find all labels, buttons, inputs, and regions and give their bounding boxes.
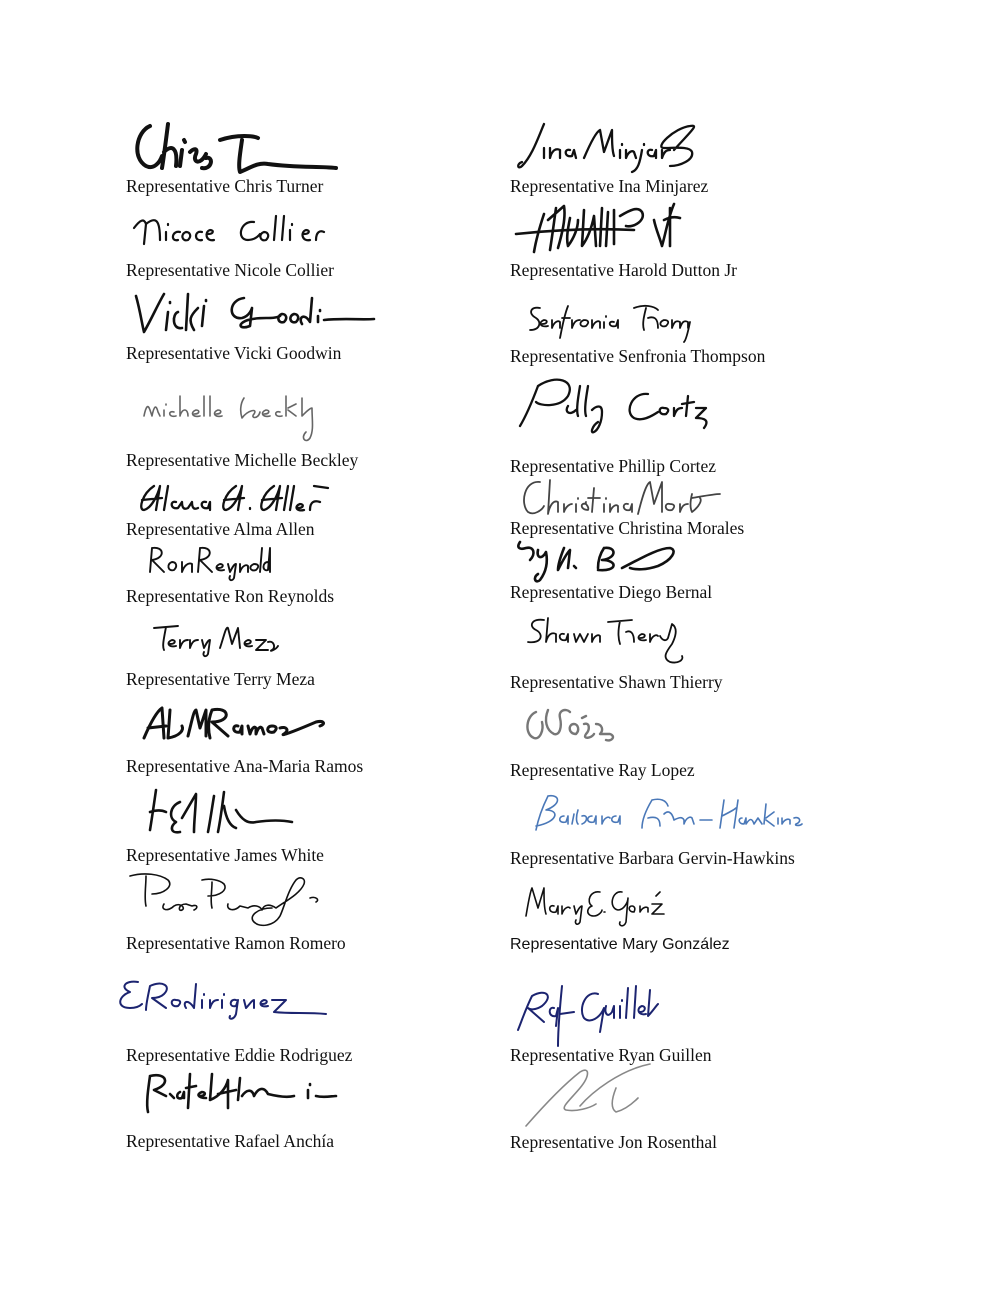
signature-ray-lopez bbox=[520, 700, 630, 752]
signatory-name: Representative Ray Lopez bbox=[510, 760, 695, 780]
signature-michelle-beckley bbox=[140, 386, 330, 446]
signature-harold-dutton-jr bbox=[514, 198, 694, 262]
signature-ryan-guillen bbox=[512, 978, 662, 1050]
signatory-name: Representative James White bbox=[126, 845, 324, 865]
signature-rafael-anchia bbox=[136, 1068, 346, 1122]
signatory-name: Representative Phillip Cortez bbox=[510, 456, 717, 476]
signatory-name: Representative Jon Rosenthal bbox=[510, 1132, 718, 1152]
signature-ron-reynolds bbox=[144, 542, 274, 584]
signature-ramon-romero bbox=[124, 864, 324, 934]
signature-alma-allen bbox=[134, 480, 334, 520]
signatory-name: Representative Ryan Guillen bbox=[510, 1045, 712, 1065]
signature-phillip-cortez bbox=[516, 372, 716, 444]
signature-shawn-thierry bbox=[522, 610, 692, 670]
signatory-name: Representative Eddie Rodriguez bbox=[126, 1045, 353, 1065]
signatory-name: Representative Nicole Collier bbox=[126, 260, 334, 280]
signatory-name: Representative Senfronia Thompson bbox=[510, 346, 766, 366]
signature-vicki-goodwin bbox=[132, 290, 382, 340]
signatory-name: Representative Rafael Anchía bbox=[126, 1131, 334, 1151]
signatory-name: Representative Vicki Goodwin bbox=[126, 343, 342, 363]
signatory-name: Representative Ina Minjarez bbox=[510, 176, 709, 196]
signatory-name: Representative Diego Bernal bbox=[510, 582, 713, 602]
signatory-name: Representative Shawn Thierry bbox=[510, 672, 723, 692]
signature-barbara-gervin-hawkins bbox=[526, 790, 806, 846]
signature-christina-morales bbox=[514, 474, 704, 524]
signature-jon-rosenthal bbox=[520, 1058, 670, 1132]
signatory-name: Representative Christina Morales bbox=[510, 518, 745, 538]
signatory-name: Representative Chris Turner bbox=[126, 176, 324, 196]
signatory-name: Representative Alma Allen bbox=[126, 519, 315, 539]
signatory-name: Representative Terry Meza bbox=[126, 669, 315, 689]
signature-diego-bernal bbox=[512, 538, 682, 584]
signatory-name: Representative Harold Dutton Jr bbox=[510, 260, 737, 280]
signature-nicole-collier bbox=[130, 206, 330, 250]
signature-eddie-rodriguez bbox=[116, 974, 336, 1024]
signatory-name: Representative Ron Reynolds bbox=[126, 586, 335, 606]
signatory-name: Representative Ana-Maria Ramos bbox=[126, 756, 364, 776]
signatory-name: Representative Mary González bbox=[510, 936, 730, 953]
signature-james-white bbox=[140, 786, 300, 840]
signature-senfronia-thompson bbox=[524, 300, 694, 344]
signature-chris-turner bbox=[128, 118, 348, 180]
signature-terry-meza bbox=[150, 618, 290, 662]
signatory-name: Representative Ramon Romero bbox=[126, 933, 346, 953]
signatory-name: Representative Barbara Gervin-Hawkins bbox=[510, 848, 795, 868]
signature-ina-minjarez bbox=[514, 118, 704, 180]
signature-mary-gonzalez bbox=[522, 878, 672, 938]
signatory-name: Representative Michelle Beckley bbox=[126, 450, 359, 470]
signature-ana-maria-ramos bbox=[140, 700, 340, 746]
